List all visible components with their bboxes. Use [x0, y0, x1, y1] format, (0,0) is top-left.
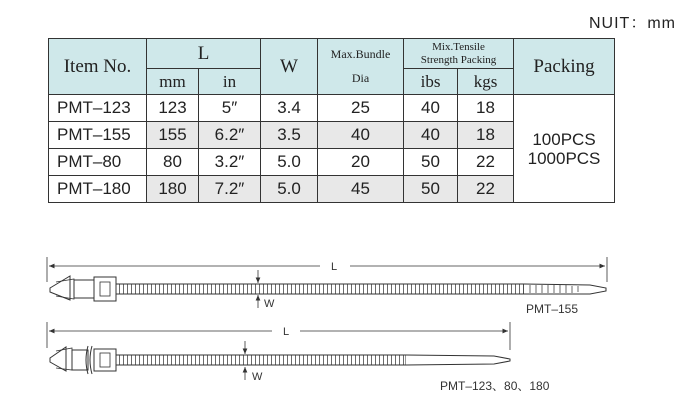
cell-kgs: 22 [458, 176, 514, 203]
length-label-bottom: L [282, 326, 290, 338]
cell-kgs: 18 [458, 122, 514, 149]
cell-mm: 155 [147, 122, 199, 149]
cell-item: PMT–80 [49, 149, 147, 176]
tie-head-top [50, 276, 116, 301]
tie-drawing-pmt123 [47, 322, 550, 393]
caption-bottom: PMT–123、80、180 [440, 379, 550, 393]
tie-strap-bottom [116, 355, 510, 365]
cell-dia: 45 [318, 176, 404, 203]
width-label-bottom: W [252, 371, 263, 383]
packing-line1: 100PCS [532, 129, 596, 149]
cell-kgs: 18 [458, 95, 514, 122]
tie-drawing-pmt155 [47, 257, 607, 316]
cell-ibs: 40 [404, 95, 458, 122]
length-label-top: L [330, 261, 338, 273]
header-tensile-line2: Strength Packing [420, 53, 497, 66]
tie-strap-top [116, 284, 606, 294]
header-kgs: kgs [458, 69, 514, 95]
cell-dia: 20 [318, 149, 404, 176]
header-max-bundle-line1: Max.Bundle [330, 47, 391, 61]
packing-line2: 1000PCS [527, 148, 601, 168]
cell-ibs: 50 [404, 176, 458, 203]
caption-top: PMT–155 [526, 302, 579, 316]
header-packing: Packing [514, 39, 615, 95]
length-dimension-top [47, 257, 607, 282]
cell-mm: 180 [147, 176, 199, 203]
cell-in: 6.2″ [199, 122, 261, 149]
header-tensile-line1: Mix.Tensile [432, 40, 485, 53]
header-in: in [199, 69, 261, 95]
cell-mm: 80 [147, 149, 199, 176]
cell-ibs: 40 [404, 122, 458, 149]
cell-in: 3.2″ [199, 149, 261, 176]
header-max-bundle-line2: Dia [351, 71, 370, 85]
cell-kgs: 22 [458, 149, 514, 176]
cell-w: 5.0 [261, 149, 318, 176]
header-width: W [261, 39, 318, 95]
length-dimension-bottom [47, 322, 510, 350]
cell-dia: 25 [318, 95, 404, 122]
cell-w: 3.4 [261, 95, 318, 122]
cell-item: PMT–123 [49, 95, 147, 122]
cell-mm: 123 [147, 95, 199, 122]
cell-dia: 40 [318, 122, 404, 149]
cell-ibs: 50 [404, 149, 458, 176]
cell-w: 5.0 [261, 176, 318, 203]
cell-in: 5″ [199, 95, 261, 122]
width-label-top: W [264, 298, 275, 310]
header-ibs: ibs [404, 69, 458, 95]
cell-item: PMT–180 [49, 176, 147, 203]
unit-note: NUIT：mm [589, 15, 676, 32]
tie-head-bottom [50, 346, 116, 374]
cell-in: 7.2″ [199, 176, 261, 203]
cell-item: PMT–155 [49, 122, 147, 149]
header-item-no: Item No. [49, 39, 147, 95]
cell-w: 3.5 [261, 122, 318, 149]
header-length: L [147, 39, 261, 69]
header-mm: mm [147, 69, 199, 95]
